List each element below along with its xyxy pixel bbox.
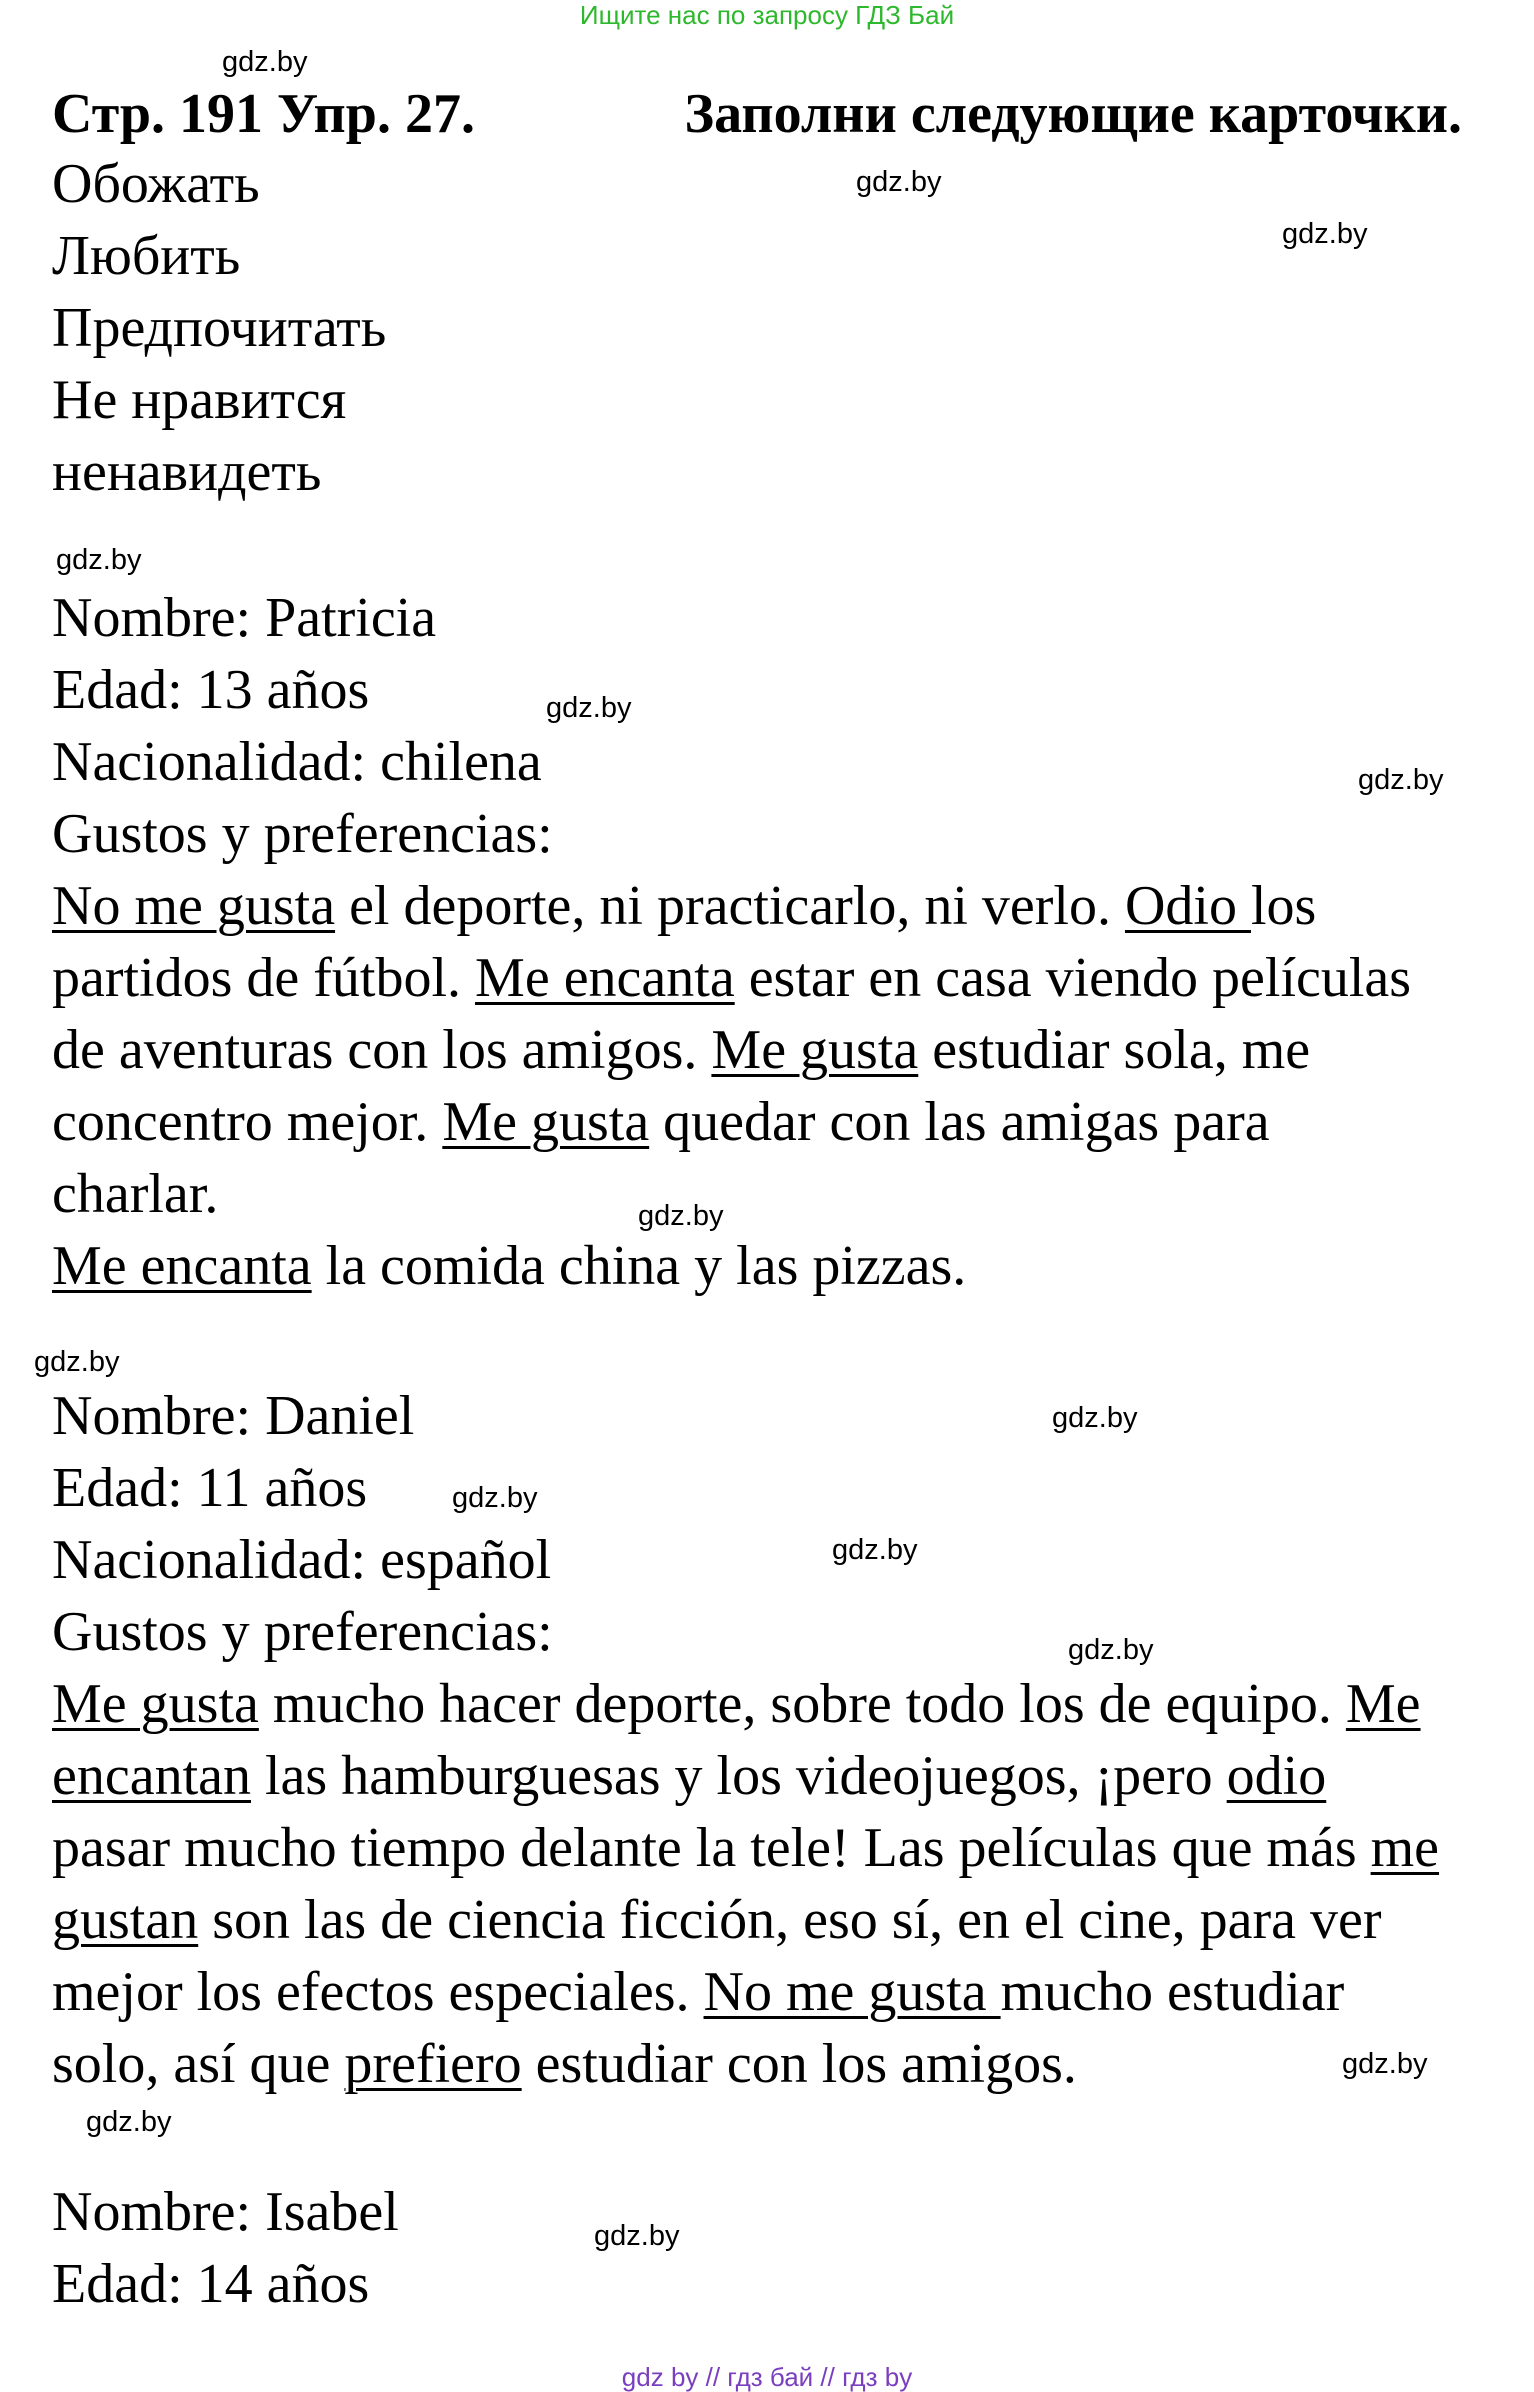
prefs-text-segment: mejor los efectos especiales. — [52, 1961, 704, 2023]
watermark: gdz.by — [546, 692, 632, 724]
prefs-line — [52, 1234, 966, 1298]
preference-phrase: Odio — [1124, 875, 1251, 937]
card-prefs-label: Gustos y preferencias: — [52, 803, 553, 865]
watermark: gdz.by — [832, 1534, 918, 1566]
prefs-text-segment: pasar mucho tiempo delante la tele! Las películas que más — [52, 1817, 1371, 1879]
watermark: gdz.by — [1052, 1402, 1138, 1434]
task-title: Заполни следующие карточки. — [684, 83, 1462, 145]
preference-phrase: Me encanta — [52, 1235, 312, 1297]
prefs-text-segment: charlar. — [52, 1163, 219, 1225]
prefs-text-segment: de aventuras con los amigos. — [52, 1019, 712, 1081]
verb-item: Обожать — [52, 153, 260, 215]
watermark: gdz.by — [638, 1200, 724, 1232]
prefs-text-segment: solo, así que — [52, 2033, 345, 2095]
watermark: gdz.by — [34, 1346, 120, 1378]
prefs-text-segment: las hamburguesas y los videojuegos, ¡pero — [250, 1745, 1227, 1807]
prefs-text-segment: los — [1250, 875, 1317, 937]
card-age: Edad: 11 años — [52, 1457, 368, 1519]
card-name: Nombre: Patricia — [52, 587, 437, 649]
card-name: Nombre: Isabel — [52, 2181, 399, 2243]
prefs-text-segment: quedar con las amigas para — [649, 1091, 1270, 1153]
verb-item: Не нравится — [52, 369, 347, 431]
watermark: gdz.by — [1282, 218, 1368, 250]
prefs-text-segment: la comida china y las pizzas. — [311, 1235, 967, 1297]
watermark: gdz.by — [86, 2106, 172, 2138]
verb-item: ненавидеть — [52, 441, 322, 503]
watermark: gdz.by — [1068, 1634, 1154, 1666]
preference-phrase: me — [1370, 1817, 1440, 1879]
verb-item: Любить — [52, 225, 241, 287]
prefs-text-segment: estudiar sola, me — [918, 1019, 1311, 1081]
card-nationality: Nacionalidad: chilena — [52, 731, 542, 793]
card-age: Edad: 14 años — [52, 2253, 370, 2315]
preference-phrase: Me encanta — [475, 947, 735, 1009]
prefs-line — [52, 1162, 218, 1226]
preference-phrase: odio — [1226, 1745, 1327, 1807]
prefs-line — [52, 1744, 1326, 1808]
preference-phrase: No me gusta — [52, 875, 336, 937]
prefs-line — [52, 946, 1411, 1010]
prefs-text-segment: son las de ciencia ficción, eso sí, en el cine, para ver — [198, 1889, 1382, 1951]
watermark: gdz.by — [856, 166, 942, 198]
prefs-line — [52, 1960, 1344, 2024]
prefs-text-segment: mucho estudiar — [1000, 1961, 1345, 2023]
preference-phrase: Me gusta — [442, 1091, 650, 1153]
footer-banner[interactable]: gdz by // гдз бай // гдз by — [621, 2362, 913, 2392]
prefs-line — [52, 2032, 1077, 2096]
prefs-text-segment: estudiar con los amigos. — [521, 2033, 1077, 2095]
preference-phrase: encantan — [52, 1745, 251, 1807]
card-nationality: Nacionalidad: español — [52, 1529, 552, 1591]
prefs-line — [52, 1018, 1310, 1082]
preference-phrase: Me gusta — [711, 1019, 919, 1081]
preference-phrase: Me gusta — [52, 1673, 259, 1735]
card-age: Edad: 13 años — [52, 659, 370, 721]
watermark: gdz.by — [1358, 764, 1444, 796]
exercise-reference: Стр. 191 Упр. 27. — [52, 83, 475, 145]
card-name: Nombre: Daniel — [52, 1385, 415, 1447]
prefs-text-segment: mucho hacer deporte, sobre todo los de equipo. — [258, 1673, 1346, 1735]
watermark: gdz.by — [222, 46, 308, 78]
watermark: gdz.by — [56, 544, 142, 576]
prefs-text-segment: partidos de fútbol. — [52, 947, 476, 1009]
watermark: gdz.by — [1342, 2048, 1428, 2080]
preference-phrase: No me gusta — [703, 1961, 1001, 2023]
preference-phrase: Me — [1345, 1673, 1421, 1735]
verb-item: Предпочитать — [52, 297, 387, 359]
prefs-line — [52, 1816, 1439, 1880]
top-banner[interactable]: Ищите нас по запросу ГДЗ Бай — [579, 0, 955, 30]
watermark: gdz.by — [452, 1482, 538, 1514]
prefs-line — [52, 874, 1316, 938]
watermark: gdz.by — [594, 2220, 680, 2252]
prefs-line — [52, 1888, 1382, 1952]
preference-phrase: gustan — [52, 1889, 199, 1951]
prefs-text-segment: concentro mejor. — [52, 1091, 443, 1153]
preference-phrase: prefiero — [344, 2033, 522, 2095]
prefs-line — [52, 1090, 1270, 1154]
card-prefs-label: Gustos y preferencias: — [52, 1601, 553, 1663]
prefs-text-segment: estar en casa viendo películas — [734, 947, 1412, 1009]
prefs-line — [52, 1672, 1421, 1736]
prefs-text-segment: el deporte, ni practicarlo, ni verlo. — [335, 875, 1125, 937]
